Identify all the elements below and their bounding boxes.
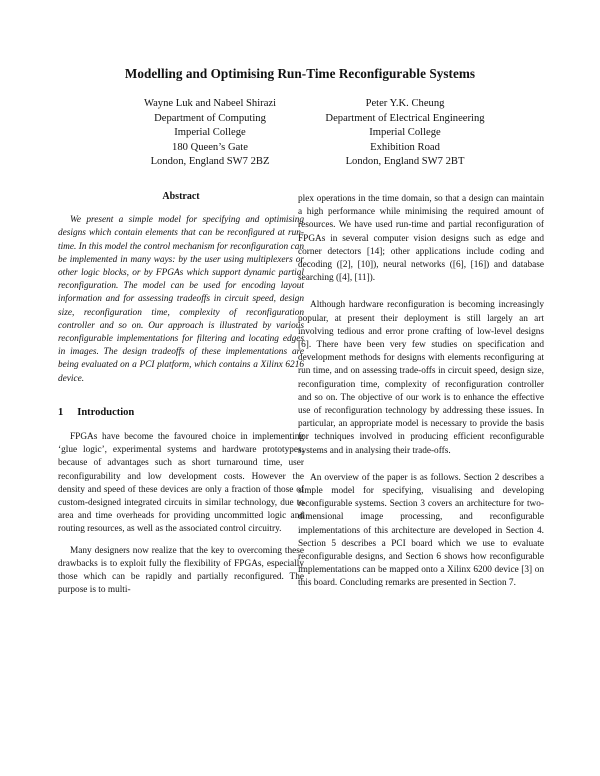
intro-paragraph-continuation: plex operations in the time domain, so that a design can maintain a high performance while minimising the required amount of resources. We have used run-time and partial reconfiguration of FPGAs in several computer vision designs such as edge and corner detectors [14]; other applications include coding and decoding ([2], [10]), neural networks ([6], [16]) and database searching ([4], [11]).	[298, 194, 544, 284]
author-city: London, England SW7 2BZ	[150, 156, 270, 168]
author-institution: Imperial College	[369, 127, 441, 139]
paper-title: Modelling and Optimising Run-Time Reconfigurable Systems	[124, 66, 476, 81]
author-department: Department of Computing	[154, 112, 266, 124]
section-number: 1	[58, 406, 64, 418]
author-block-right	[285, 97, 525, 170]
intro-paragraph-1: FPGAs have become the favoured choice in implementing ‘glue logic’, experimental systems and hardware prototypes, because of advantages such as short turnaround time, user reconfigurability and low development costs. However the density and speed of these devices are only a fraction of those of custom-designed integrated circuits in similar technology, due to area and time overheads for providing uncommitted logic and routing resources, as well as the associated control circuitry.	[58, 432, 304, 535]
intro-paragraph-4: An overview of the paper is as follows. Section 2 describes a simple model for specifying, visualising and developing reconfigurable systems. Section 3 covers an architecture for two-dimensional image processing, and reconfigurable implementations of this architecture are developed in Section 4. Section 5 describes a PCI board which we use to evaluate reconfigurable designs, and Section 6 shows how reconfigurable implementations can be mapped onto a Xilinx 6200 device [3] on this board. Concluding remarks are presented in Section 7.	[298, 472, 544, 589]
intro-paragraph-2: Many designers now realize that the key to overcoming these drawbacks is to exploit fully the flexibility of FPGAs, especially those which can be rapidly and partially reconfigured. The purpose is to multi-	[58, 545, 304, 596]
right-column	[298, 193, 544, 599]
section-heading-introduction	[58, 406, 304, 419]
author-names: Wayne Luk and Nabeel Shirazi	[143, 98, 277, 109]
abstract-text: We present a simple model for specifying and optimising designs which contain elements that can be reconfigured at run-time. In this model the control mechanism for reconfiguration can be implemented in many ways: by the user using multiplexers or other logic blocks, or by FPGAs which support dynamic partial reconfiguration. The model can be used for encoding layout information and for assessing tradeoffs in circuit speed, design size, reconfiguration time, complexity of reconfiguration controller and so on. Our approach is illustrated by various reconfigurable implementations for filtering and locating edges in images. The design tradeoffs of these implementations are being evaluated on a PCI platform, which contains a Xilinx 6216 device.	[58, 215, 304, 384]
author-institution: Imperial College	[174, 127, 246, 139]
left-column	[58, 190, 304, 605]
section-title: Introduction	[77, 406, 135, 418]
author-street: 180 Queen’s Gate	[172, 141, 248, 153]
author-city: London, England SW7 2BT	[345, 156, 465, 168]
abstract-heading: Abstract	[162, 191, 200, 202]
author-street: Exhibition Road	[370, 141, 440, 153]
author-names: Peter Y.K. Cheung	[365, 98, 445, 109]
intro-paragraph-3: Although hardware reconfiguration is becoming increasingly popular, at present their deployment is still largely an art involving tedious and error prone crafting of low-level designs [6]. There have been very few studies on specification and development methods for designs with elements reconfiguring at run time, and on assessing trade-offs in circuit speed, design size, reconfiguration time, complexity of reconfiguration controller and so on. The objective of our work is to enhance the effective use of reconfiguration technology by addressing these issues. In particular, an appropriate model is necessary to provide the basis for techniques involved in producing efficient reconfigurable systems and in analysing their trade-offs.	[298, 300, 544, 456]
author-department: Department of Electrical Engineering	[325, 112, 485, 124]
